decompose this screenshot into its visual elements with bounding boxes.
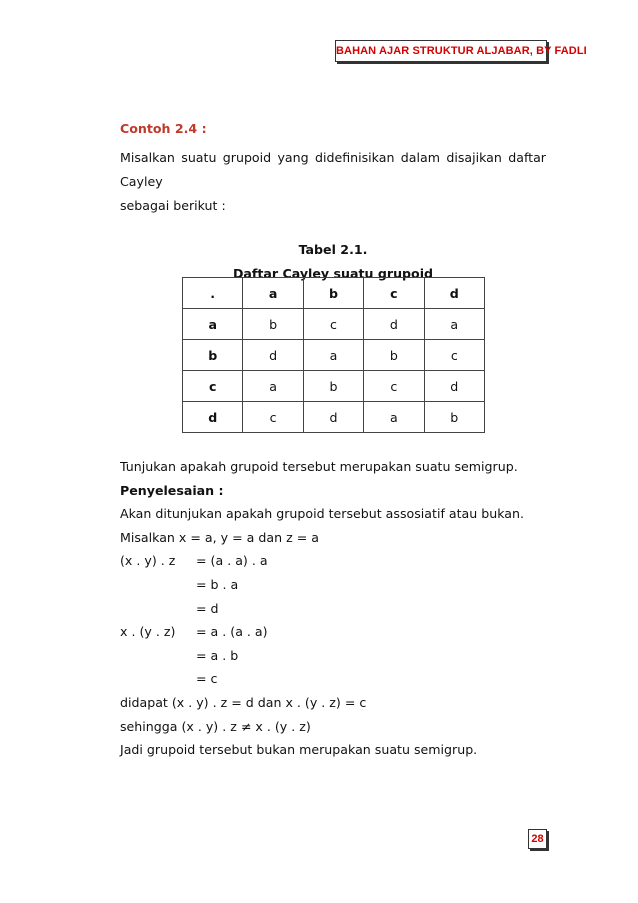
- table-cell: a: [424, 309, 484, 340]
- table-row: [183, 309, 485, 340]
- table-cell: c: [424, 340, 484, 371]
- table-header-cell: .: [183, 278, 243, 309]
- result-line-2: sehingga (x . y) . z ≠ x . (y . z): [120, 718, 311, 734]
- table-cell: b: [243, 309, 303, 340]
- question-text: Tunjukan apakah grupoid tersebut merupakan suatu semigrup.: [120, 459, 518, 474]
- calc2-step: = c: [196, 671, 218, 687]
- calc1-lhs: (x . y) . z: [120, 553, 176, 569]
- table-cell: d: [364, 309, 424, 340]
- calc2-step: = a . (a . a): [196, 624, 268, 640]
- table-row-header: c: [183, 371, 243, 402]
- table-cell: a: [303, 340, 363, 371]
- table-cell: c: [364, 371, 424, 402]
- table-header-cell: a: [243, 278, 303, 309]
- table-cell: b: [303, 371, 363, 402]
- table-caption-number: Tabel 2.1.: [298, 242, 368, 257]
- table-cell: b: [364, 340, 424, 371]
- table-cell: d: [424, 371, 484, 402]
- table-row: [183, 402, 485, 433]
- table-cell: d: [303, 402, 363, 433]
- table-cell: a: [364, 402, 424, 433]
- calc2-lhs: x . (y . z): [120, 624, 176, 640]
- example-title: Contoh 2.4 :: [120, 121, 207, 136]
- solution-line-1: Akan ditunjukan apakah grupoid tersebut assosiatif atau bukan.: [120, 506, 524, 522]
- solution-line-2: Misalkan x = a, y = a dan z = a: [120, 529, 319, 545]
- conclusion-text: Jadi grupoid tersebut bukan merupakan suatu semigrup.: [120, 742, 478, 758]
- table-header-row: [183, 278, 485, 309]
- solution-section: [120, 455, 546, 762]
- result-line-1: didapat (x . y) . z = d dan x . (y . z) = c: [120, 694, 367, 710]
- cayley-table: [182, 277, 485, 433]
- table-cell: a: [243, 371, 303, 402]
- page-number: 28: [528, 829, 547, 849]
- example-section: [120, 120, 546, 286]
- table-row-header: d: [183, 402, 243, 433]
- table-header-cell: c: [364, 278, 424, 309]
- header-title: BAHAN AJAR STRUKTUR ALJABAR, BY FADLI: [335, 40, 547, 62]
- table-cell: c: [243, 402, 303, 433]
- table-cell: d: [243, 340, 303, 371]
- table-header-cell: d: [424, 278, 484, 309]
- table-caption-title: Daftar Cayley suatu grupoid: [232, 266, 434, 281]
- table-header-cell: b: [303, 278, 363, 309]
- calc1-step: = d: [196, 600, 219, 616]
- table-row-header: b: [183, 340, 243, 371]
- intro-line-2: sebagai berikut :: [120, 198, 226, 213]
- table-row: [183, 371, 485, 402]
- table-cell: b: [424, 402, 484, 433]
- calc1-step: = (a . a) . a: [196, 553, 268, 569]
- calc1-step: = b . a: [196, 576, 239, 592]
- calc1-row: [120, 549, 546, 573]
- solution-heading: Penyelesaian :: [120, 482, 224, 498]
- calc2-step: = a . b: [196, 647, 239, 663]
- table-cell: c: [303, 309, 363, 340]
- calc2-row: [120, 620, 546, 644]
- intro-line-1: Misalkan suatu grupoid yang didefinisikan dalam disajikan daftar Cayley: [120, 150, 546, 189]
- table-row: [183, 340, 485, 371]
- table-row-header: a: [183, 309, 243, 340]
